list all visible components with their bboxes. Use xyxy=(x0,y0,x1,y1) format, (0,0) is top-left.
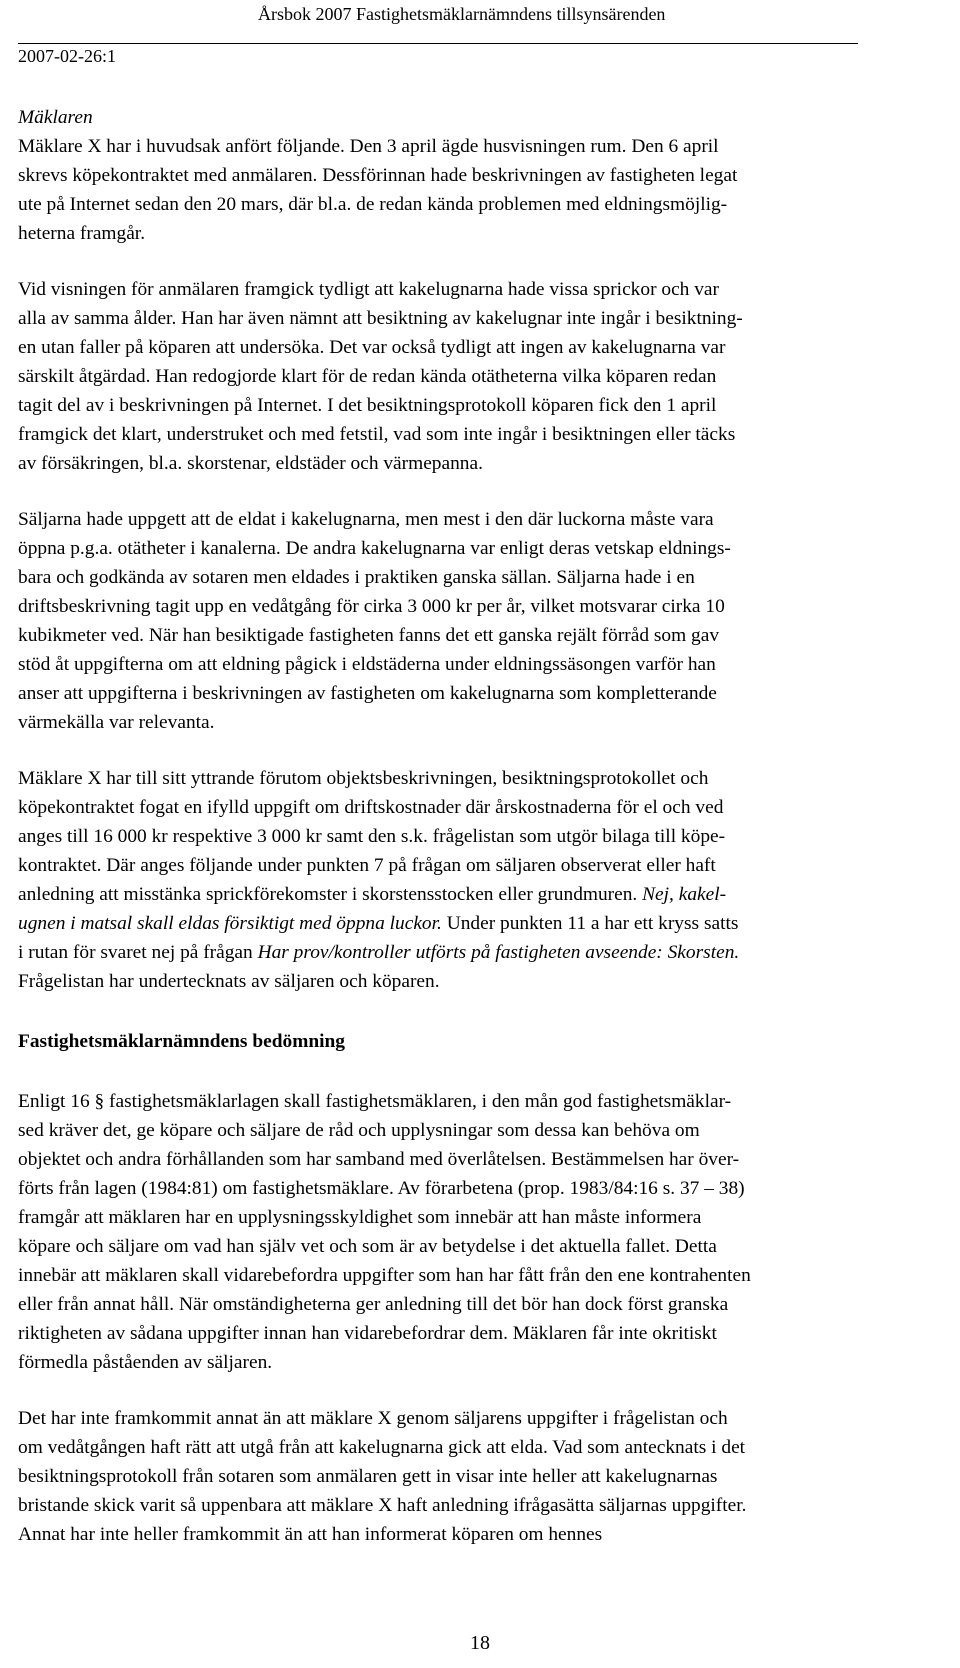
text-line: Säljarna hade uppgett att de eldat i kakelugnarna, men mest i den där luckorna måste vara xyxy=(18,509,714,530)
text-line: om vedåtgången haft rätt att utgå från att kakelugnarna gick att elda. Vad som antecknats i det xyxy=(18,1437,746,1458)
paragraph-6 xyxy=(18,1404,943,1549)
maklaren-heading: Mäklaren xyxy=(18,107,93,128)
text-line: en utan faller på köparen att undersöka. Det var också tydligt att ingen av kakelugnarna var xyxy=(18,337,726,358)
text-line: stöd åt uppgifterna om att eldning pågick i eldstäderna under eldningssäsongen varför han xyxy=(18,654,716,675)
case-id: 2007-02-26:1 xyxy=(18,46,116,66)
text-line: driftsbeskrivning tagit upp en vedåtgång för cirka 3 000 kr per år, vilket motsvarar cirka 10 xyxy=(18,596,725,617)
quoted-question: Har prov/kontroller utförts på fastigheten avseende: Skorsten. xyxy=(257,942,740,963)
text-line: eller från annat håll. När omständigheterna ger anledning till det bör han dock först granska xyxy=(18,1294,729,1315)
text-line: anges till 16 000 kr respektive 3 000 kr samt den s.k. frågelistan som utgör bilaga till köpe- xyxy=(18,826,726,847)
text-line: framgick det klart, understruket och med fetstil, vad som inte ingår i besiktningen eller täcks xyxy=(18,424,736,445)
text-line: Vid visningen för anmälaren framgick tydligt att kakelugnarna hade vissa sprickor och var xyxy=(18,279,719,300)
text-line: kontraktet. Där anges följande under punkten 7 på frågan om säljaren observerat eller haft xyxy=(18,855,716,876)
paragraph-2 xyxy=(18,275,943,478)
text-line: besiktningsprotokoll från sotaren som anmälaren gett in visar inte heller att kakelugnarnas xyxy=(18,1466,718,1487)
text-line: Under punkten 11 a har ett kryss satts xyxy=(441,913,739,934)
quoted-answer: ugnen i matsal skall eldas försiktigt med öppna luckor. xyxy=(18,913,442,934)
quoted-answer: Nej, kakel- xyxy=(642,884,727,905)
header-title: Årsbok 2007 Fastighetsmäklarnämndens tillsynsärenden xyxy=(258,4,666,24)
text-line: bara och godkända av sotaren men eldades i praktiken ganska sällan. Säljarna hade i en xyxy=(18,567,695,588)
text-line: riktigheten av sådana uppgifter innan han vidarebefordrar dem. Mäklaren får inte okritiskt xyxy=(18,1323,717,1344)
text-line: Mäklare X har i huvudsak anfört följande. Den 3 april ägde husvisningen rum. Den 6 april xyxy=(18,136,719,157)
text-line: ute på Internet sedan den 20 mars, där bl.a. de redan kända problemen med eldningsmöjlig- xyxy=(18,194,728,215)
text-line: av försäkringen, bl.a. skorstenar, eldstäder och värmepanna. xyxy=(18,453,483,474)
page-number: 18 xyxy=(470,1632,490,1654)
text-line: i rutan för svaret nej på frågan xyxy=(18,942,258,963)
text-line: skrevs köpekontraktet med anmälaren. Dessförinnan hade beskrivningen av fastigheten legat xyxy=(18,165,738,186)
text-line: Det har inte framkommit annat än att mäklare X genom säljarens uppgifter i frågelistan och xyxy=(18,1408,728,1429)
text-line: köpare och säljare om vad han själv vet och som är av betydelse i det aktuella fallet. Detta xyxy=(18,1236,717,1257)
document-body xyxy=(18,103,943,1549)
text-line: tagit del av i beskrivningen på Internet. I det besiktningsprotokoll köparen fick den 1 april xyxy=(18,395,717,416)
text-line: Mäklare X har till sitt yttrande förutom objektsbeskrivningen, besiktningsprotokollet och xyxy=(18,768,709,789)
text-line: värmekälla var relevanta. xyxy=(18,712,215,733)
text-line: särskilt åtgärdad. Han redogjorde klart för de redan kända otätheterna vilka köparen redan xyxy=(18,366,717,387)
text-line: köpekontraktet fogat en ifylld uppgift om driftskostnader där årskostnaderna för el och ved xyxy=(18,797,724,818)
text-line: framgår att mäklaren har en upplysningsskyldighet som innebär att han måste informera xyxy=(18,1207,702,1228)
text-line: Enligt 16 § fastighetsmäklarlagen skall fastighetsmäklaren, i den mån god fastighetsmäklar- xyxy=(18,1091,732,1112)
text-line: objektet och andra förhållanden som har samband med överlåtelsen. Bestämmelsen har över- xyxy=(18,1149,740,1170)
header-divider xyxy=(18,43,858,44)
text-line: sed kräver det, ge köpare och säljare de råd och upplysningar som dessa kan behöva om xyxy=(18,1120,700,1141)
paragraph-3 xyxy=(18,505,943,737)
assessment-heading: Fastighetsmäklarnämndens bedömning xyxy=(18,1031,345,1052)
text-line: alla av samma ålder. Han har även nämnt att besiktning av kakelugnar inte ingår i besiktning- xyxy=(18,308,743,329)
paragraph-5 xyxy=(18,1087,943,1377)
text-line: förts från lagen (1984:81) om fastighetsmäklare. Av förarbetena (prop. 1983/84:16 s. 37 – 38) xyxy=(18,1178,745,1199)
text-line: Annat har inte heller framkommit än att han informerat köparen om hennes xyxy=(18,1524,603,1545)
text-line: innebär att mäklaren skall vidarebefordra uppgifter som han har fått från den ene kontrahenten xyxy=(18,1265,751,1286)
text-line: kubikmeter ved. När han besiktigade fastigheten fanns det ett ganska rejält förråd som gav xyxy=(18,625,720,646)
text-line: förmedla påståenden av säljaren. xyxy=(18,1352,273,1373)
text-line: anledning att misstänka sprickförekomster i skorstensstocken eller grundmuren. xyxy=(18,884,643,905)
text-line: heterna framgår. xyxy=(18,223,146,244)
paragraph-1 xyxy=(18,132,943,248)
paragraph-4 xyxy=(18,764,943,996)
text-line: öppna p.g.a. otätheter i kanalerna. De andra kakelugnarna var enligt deras vetskap eldnings- xyxy=(18,538,731,559)
text-line: anser att uppgifterna i beskrivningen av fastigheten om kakelugnarna som kompletterande xyxy=(18,683,717,704)
text-line: bristande skick varit så uppenbara att mäklare X haft anledning ifrågasätta säljarnas uppgifter. xyxy=(18,1495,747,1516)
text-line: Frågelistan har undertecknats av säljaren och köparen. xyxy=(18,971,440,992)
